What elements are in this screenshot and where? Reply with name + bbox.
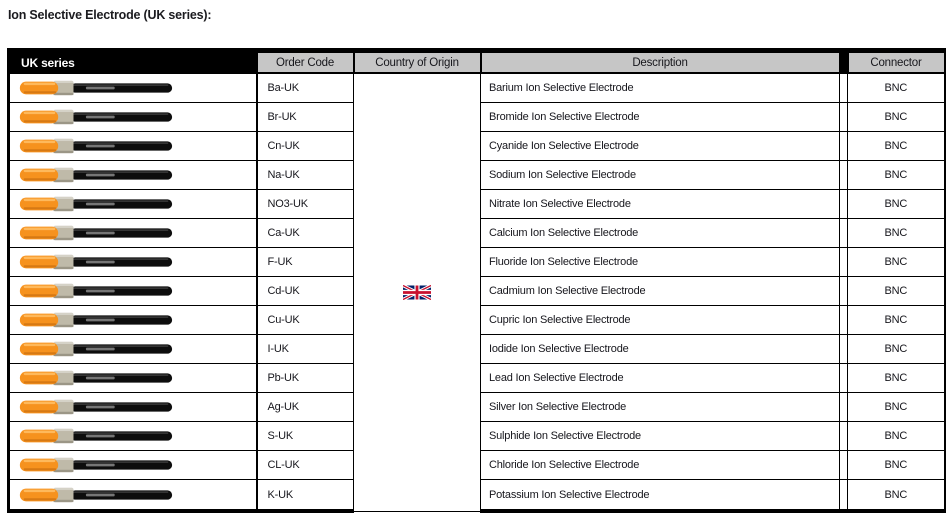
electrode-image-cell: [9, 248, 257, 277]
order-code-cell: CL-UK: [257, 451, 354, 480]
header-spacer: [840, 51, 848, 74]
electrode-image: [17, 108, 175, 126]
connector-cell: BNC: [848, 248, 946, 277]
connector-cell: BNC: [848, 393, 946, 422]
connector-cell: BNC: [848, 480, 946, 512]
electrode-image: [17, 282, 175, 300]
spacer-cell: [840, 451, 848, 480]
uk-flag-icon: [403, 285, 431, 300]
electrode-image: [17, 166, 175, 184]
spacer-cell: [840, 393, 848, 422]
description-cell: Nitrate Ion Selective Electrode: [481, 190, 840, 219]
connector-cell: BNC: [848, 451, 946, 480]
order-code-cell: I-UK: [257, 335, 354, 364]
electrode-image: [17, 340, 175, 358]
description-cell: Cadmium Ion Selective Electrode: [481, 277, 840, 306]
description-cell: Sulphide Ion Selective Electrode: [481, 422, 840, 451]
description-cell: Cyanide Ion Selective Electrode: [481, 132, 840, 161]
description-cell: Potassium Ion Selective Electrode: [481, 480, 840, 512]
table-header: [9, 51, 946, 74]
spacer-cell: [840, 248, 848, 277]
spacer-cell: [840, 422, 848, 451]
order-code-cell: Cd-UK: [257, 277, 354, 306]
electrode-image-cell: [9, 306, 257, 335]
connector-cell: BNC: [848, 132, 946, 161]
header-description: Description: [481, 51, 840, 74]
spacer-cell: [840, 364, 848, 393]
order-code-cell: Ca-UK: [257, 219, 354, 248]
connector-cell: BNC: [848, 364, 946, 393]
connector-cell: BNC: [848, 73, 946, 103]
order-code-cell: Cn-UK: [257, 132, 354, 161]
connector-cell: BNC: [848, 422, 946, 451]
electrode-image-cell: [9, 161, 257, 190]
spacer-cell: [840, 161, 848, 190]
description-cell: Lead Ion Selective Electrode: [481, 364, 840, 393]
electrode-image-cell: [9, 393, 257, 422]
spacer-cell: [840, 190, 848, 219]
order-code-cell: S-UK: [257, 422, 354, 451]
connector-cell: BNC: [848, 161, 946, 190]
connector-cell: BNC: [848, 190, 946, 219]
electrode-image: [17, 486, 175, 504]
electrode-image-cell: [9, 132, 257, 161]
header-order-code: Order Code: [257, 51, 354, 74]
description-cell: Cupric Ion Selective Electrode: [481, 306, 840, 335]
electrode-image: [17, 427, 175, 445]
order-code-cell: Cu-UK: [257, 306, 354, 335]
header-row: [9, 51, 946, 74]
description-cell: Fluoride Ion Selective Electrode: [481, 248, 840, 277]
page-title: Ion Selective Electrode (UK series):: [8, 8, 212, 22]
country-of-origin-cell: [354, 73, 481, 511]
electrode-image-cell: [9, 103, 257, 132]
electrode-image-cell: [9, 480, 257, 512]
description-cell: Barium Ion Selective Electrode: [481, 73, 840, 103]
connector-cell: BNC: [848, 335, 946, 364]
spacer-cell: [840, 277, 848, 306]
order-code-cell: Ba-UK: [257, 73, 354, 103]
electrode-table: [7, 48, 946, 513]
order-code-cell: Ag-UK: [257, 393, 354, 422]
description-cell: Sodium Ion Selective Electrode: [481, 161, 840, 190]
description-cell: Bromide Ion Selective Electrode: [481, 103, 840, 132]
table-row: [9, 73, 946, 103]
electrode-image: [17, 224, 175, 242]
description-cell: Chloride Ion Selective Electrode: [481, 451, 840, 480]
spacer-cell: [840, 219, 848, 248]
electrode-image: [17, 369, 175, 387]
description-cell: Calcium Ion Selective Electrode: [481, 219, 840, 248]
electrode-image: [17, 79, 175, 97]
electrode-image-cell: [9, 277, 257, 306]
electrode-image: [17, 398, 175, 416]
connector-cell: BNC: [848, 277, 946, 306]
order-code-cell: K-UK: [257, 480, 354, 512]
header-uk-series: UK series: [9, 51, 257, 74]
header-country-of-origin: Country of Origin: [354, 51, 481, 74]
electrode-image-cell: [9, 219, 257, 248]
order-code-cell: NO3-UK: [257, 190, 354, 219]
connector-cell: BNC: [848, 103, 946, 132]
description-cell: Iodide Ion Selective Electrode: [481, 335, 840, 364]
electrode-image-cell: [9, 364, 257, 393]
spacer-cell: [840, 335, 848, 364]
order-code-cell: Br-UK: [257, 103, 354, 132]
electrode-image: [17, 456, 175, 474]
electrode-image-cell: [9, 190, 257, 219]
electrode-image-cell: [9, 451, 257, 480]
spacer-cell: [840, 306, 848, 335]
spacer-cell: [840, 103, 848, 132]
spacer-cell: [840, 73, 848, 103]
spacer-cell: [840, 132, 848, 161]
connector-cell: BNC: [848, 219, 946, 248]
order-code-cell: Pb-UK: [257, 364, 354, 393]
connector-cell: BNC: [848, 306, 946, 335]
order-code-cell: F-UK: [257, 248, 354, 277]
header-connector: Connector: [848, 51, 946, 74]
electrode-image-cell: [9, 422, 257, 451]
electrode-image-cell: [9, 335, 257, 364]
table-body: [9, 73, 946, 511]
order-code-cell: Na-UK: [257, 161, 354, 190]
electrode-image: [17, 137, 175, 155]
electrode-image: [17, 195, 175, 213]
electrode-image-cell: [9, 73, 257, 103]
electrode-image: [17, 253, 175, 271]
description-cell: Silver Ion Selective Electrode: [481, 393, 840, 422]
electrode-image: [17, 311, 175, 329]
spacer-cell: [840, 480, 848, 512]
